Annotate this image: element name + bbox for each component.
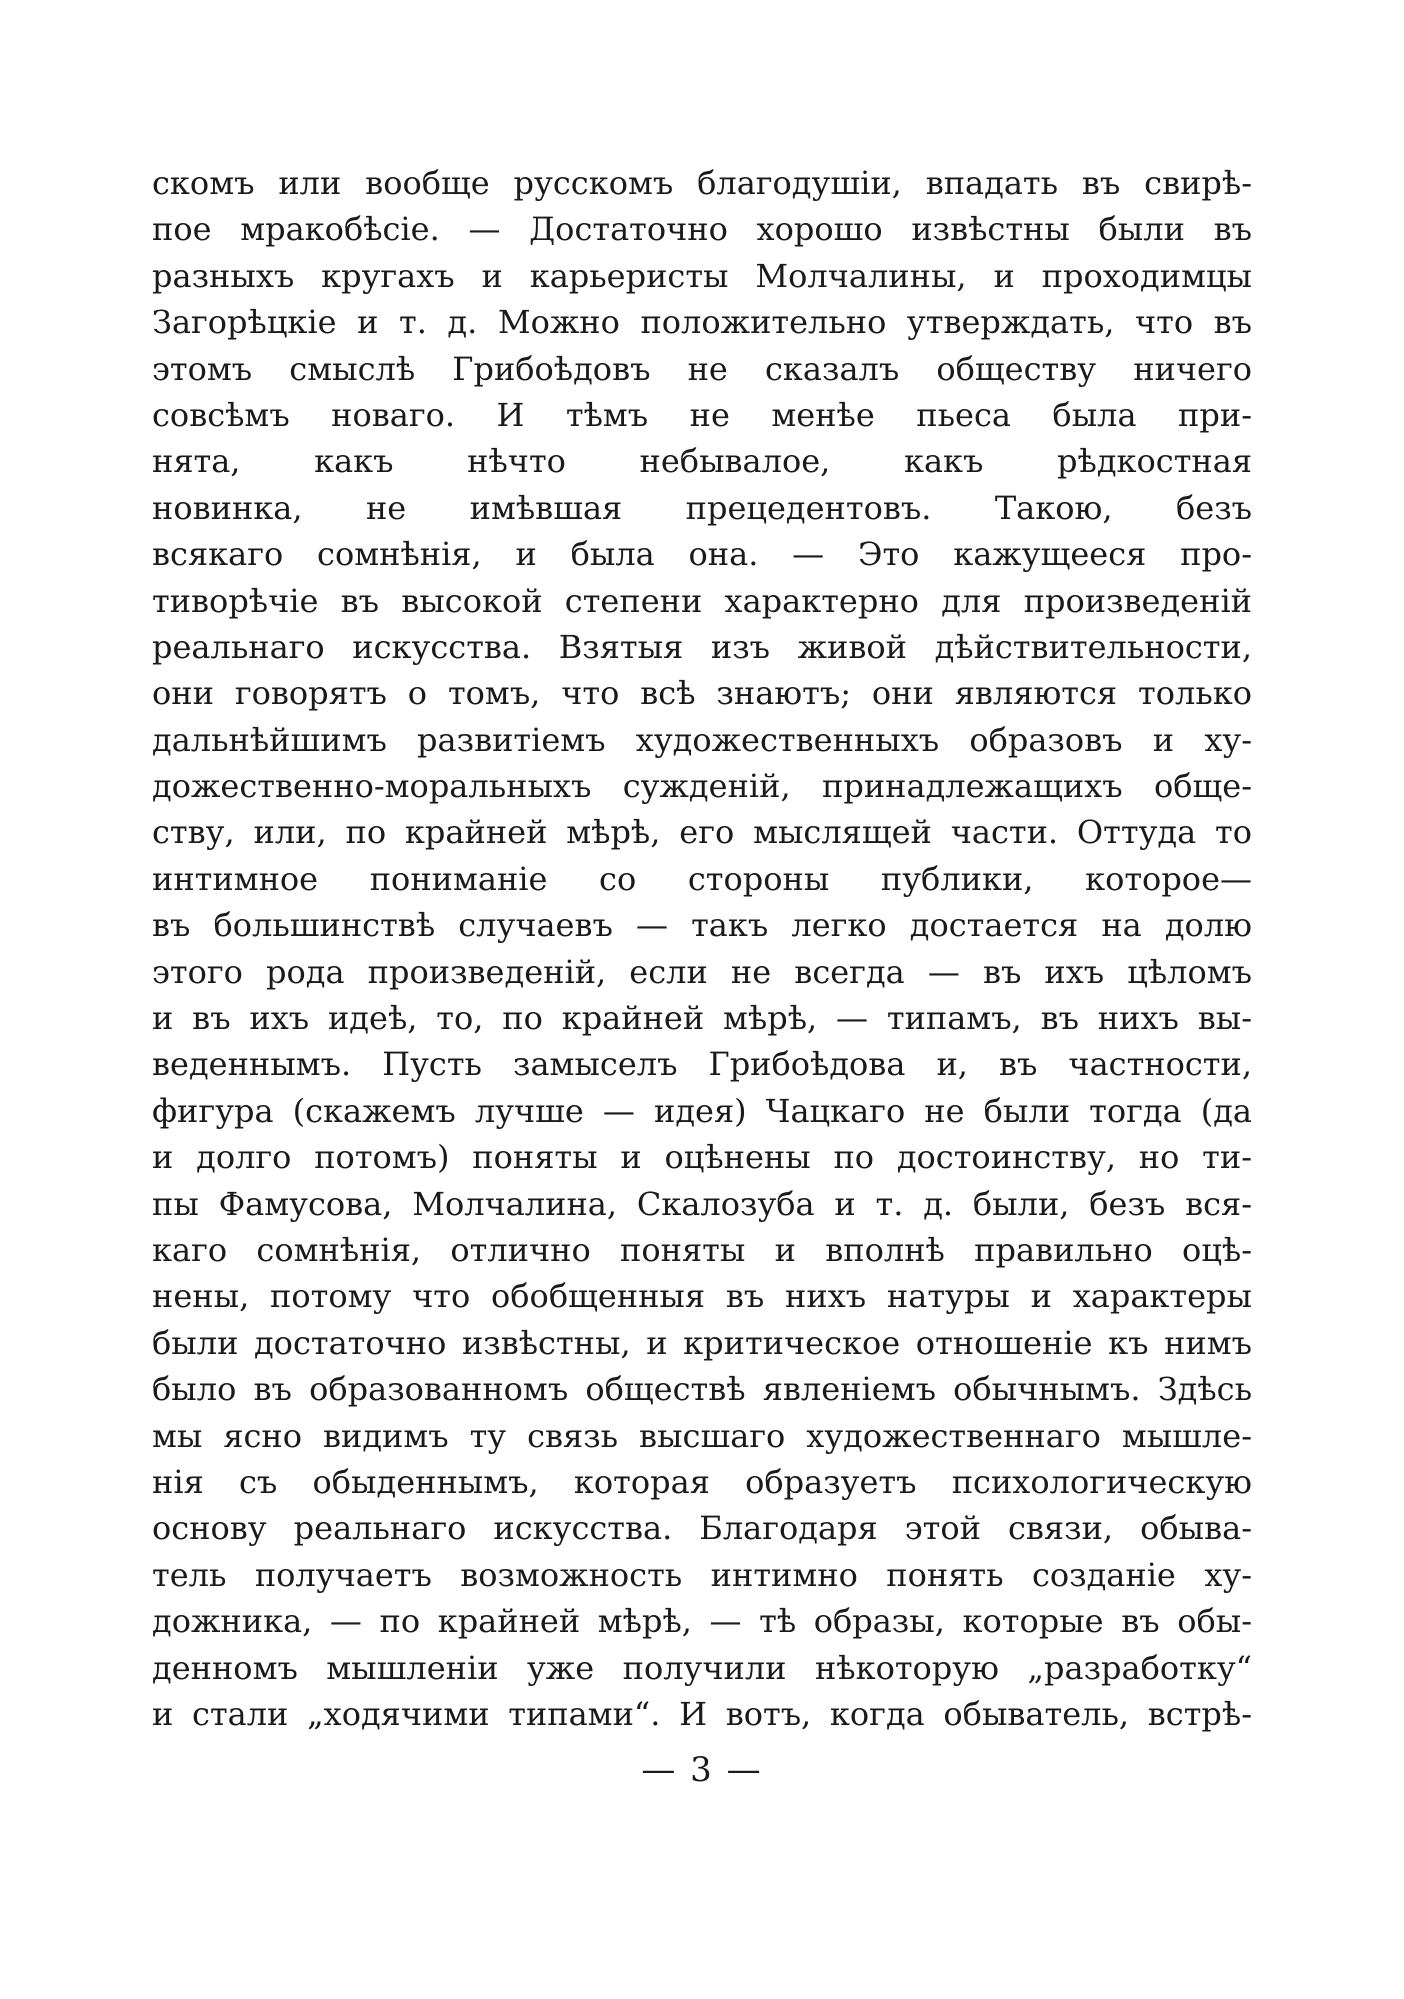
text-line: нія съ обыденнымъ, которая образуетъ психологическую: [152, 1462, 1252, 1501]
text-line: было въ образованномъ обществѣ явленіемъ обычнымъ. Здѣсь: [152, 1370, 1252, 1409]
text-line: дожественно-моральныхъ сужденій, принадлежащихъ обще-: [152, 767, 1252, 806]
text-line: скомъ или вообще русскомъ благодушіи, впадать въ свирѣ-: [152, 164, 1252, 202]
body-text: [152, 160, 1252, 1737]
text-line: дожника, — по крайней мѣрѣ, — тѣ образы, которые въ обы-: [152, 1602, 1252, 1641]
text-line: и долго потомъ) поняты и оцѣнены по достоинству, но ти-: [152, 1138, 1252, 1177]
text-line: дальнѣйшимъ развитіемъ художественныхъ образовъ и ху-: [152, 720, 1252, 759]
text-line: нены, потому что обобщенныя въ нихъ натуры и характеры: [152, 1277, 1252, 1316]
text-line: Загорѣцкіе и т. д. Можно положительно утверждать, что въ: [152, 303, 1252, 342]
text-line: всякаго сомнѣнія, и была она. — Это кажущееся про-: [152, 535, 1252, 574]
text-line: нята, какъ нѣчто небывалое, какъ рѣдкостная: [152, 442, 1252, 481]
text-line: интимное пониманіе со стороны публики, которое—: [152, 859, 1252, 898]
text-line: новинка, не имѣвшая прецедентовъ. Такою, безъ: [152, 488, 1252, 527]
text-line: тель получаетъ возможность интимно понять созданіе ху-: [152, 1555, 1252, 1594]
text-line: совсѣмъ новаго. И тѣмъ не менѣе пьеса была при-: [152, 395, 1252, 434]
text-line: пое мракобѣсіе. — Достаточно хорошо извѣстны были въ: [152, 210, 1252, 249]
text-line: веденнымъ. Пусть замыселъ Грибоѣдова и, въ частности,: [152, 1045, 1252, 1084]
text-line: денномъ мышленіи уже получили нѣкоторую „разработку“: [152, 1648, 1252, 1687]
page-number: — 3 —: [641, 1750, 763, 1790]
text-line: пы Фамусова, Молчалина, Скалозуба и т. д. были, безъ вся-: [152, 1184, 1252, 1223]
text-line: ству, или, по крайней мѣрѣ, его мыслящей части. Оттуда то: [152, 813, 1252, 852]
text-line: этого рода произведеній, если не всегда — въ ихъ цѣломъ: [152, 952, 1252, 991]
text-line: тиворѣчіе въ высокой степени характерно для произведеній: [152, 581, 1252, 620]
text-line: мы ясно видимъ ту связь высшаго художественнаго мышле-: [152, 1416, 1252, 1455]
text-line: были достаточно извѣстны, и критическое отношеніе къ нимъ: [152, 1323, 1252, 1362]
text-line: разныхъ кругахъ и карьеристы Молчалины, и проходимцы: [152, 256, 1252, 295]
text-line: фигура (скажемъ лучше — идея) Чацкаго не были тогда (да: [152, 1091, 1252, 1130]
text-line: и въ ихъ идеѣ, то, по крайней мѣрѣ, — типамъ, въ нихъ вы-: [152, 999, 1252, 1038]
text-line: каго сомнѣнія, отлично поняты и вполнѣ правильно оцѣ-: [152, 1230, 1252, 1269]
text-line: реальнаго искусства. Взятыя изъ живой дѣйствительности,: [152, 627, 1252, 666]
text-line: основу реальнаго искусства. Благодаря этой связи, обыва-: [152, 1509, 1252, 1548]
text-line: и стали „ходячими типами“. И вотъ, когда обыватель, встрѣ-: [152, 1694, 1252, 1733]
text-line: этомъ смыслѣ Грибоѣдовъ не сказалъ обществу ничего: [152, 349, 1252, 388]
text-line: въ большинствѣ случаевъ — такъ легко достается на долю: [152, 906, 1252, 945]
text-line: они говорятъ о томъ, что всѣ знаютъ; они являются только: [152, 674, 1252, 713]
